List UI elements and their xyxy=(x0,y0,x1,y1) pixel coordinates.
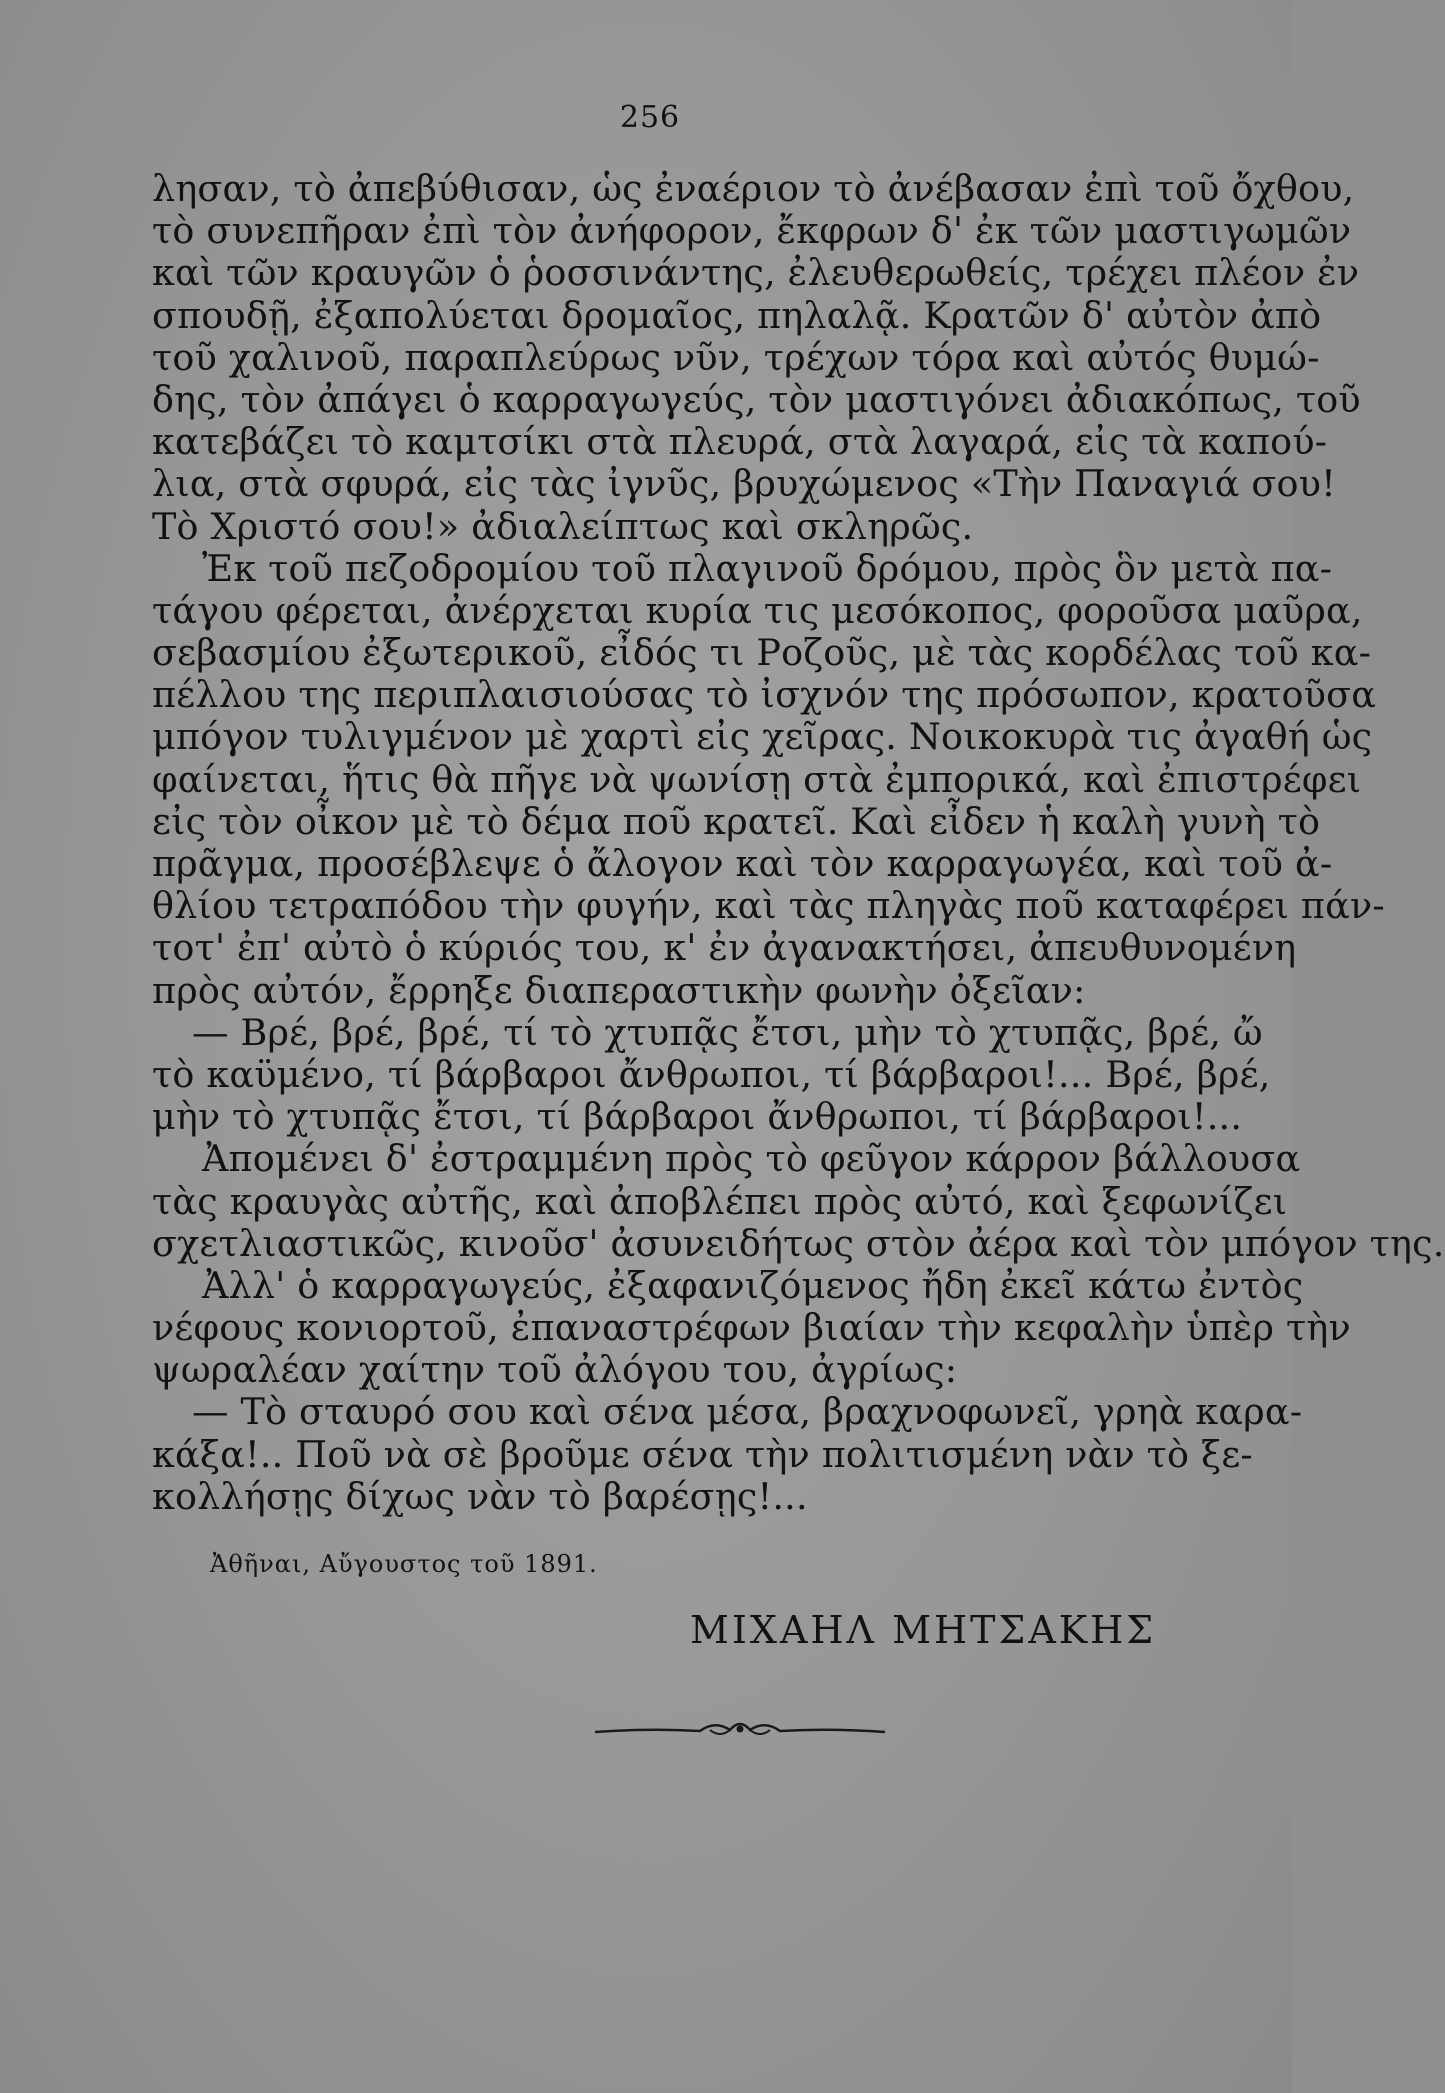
ornament-divider-icon xyxy=(590,1710,890,1750)
text-line: Τὸ Χριστό σου!» ἀδιαλείπτως καὶ σκληρῶς. xyxy=(152,504,974,548)
text-line: ψωραλέαν χαίτην τοῦ ἀλόγου του, ἀγρίως: xyxy=(152,1348,958,1392)
text-line: λησαν, τὸ ἀπεβύθισαν, ὡς ἐναέριον τὸ ἀνέβασαν ἐπὶ τοῦ ὄχθου, xyxy=(152,167,1355,210)
body-text xyxy=(152,167,1445,1518)
text-line: φαίνεται, ἥτις θὰ πῆγε νὰ ψωνίσῃ στὰ ἐμπορικά, καὶ ἐπιστρέφει xyxy=(152,757,1362,801)
text-line: κατεβάζει τὸ καμτσίκι στὰ πλευρά, στὰ λαγαρά, εἰς τὰ καπού- xyxy=(152,420,1328,464)
text-line: πρὸς αὐτόν, ἔρρηξε διαπεραστικὴν φωνὴν ὀξεῖαν: xyxy=(152,968,1086,1012)
text-line: νέφους κονιορτοῦ, ἐπαναστρέφων βιαίαν τὴν κεφαλὴν ὑπὲρ τὴν xyxy=(152,1306,1351,1350)
text-line: σχετλιαστικῶς, κινοῦσ' ἀσυνειδήτως στὸν ἀέρα καὶ τὸν μπόγον της. xyxy=(152,1221,1445,1265)
text-line: σεβασμίου ἐξωτερικοῦ, εἶδός τι Ροζοῦς, μὲ τὰς κορδέλας τοῦ κα- xyxy=(152,631,1372,675)
text-line: λια, στὰ σφυρά, εἰς τὰς ἰγνῦς, βρυχώμενος «Τὴν Παναγιά σου! xyxy=(152,462,1336,506)
text-line: πέλλου της περιπλαισιούσας τὸ ἰσχνόν της πρόσωπον, κρατοῦσα xyxy=(152,673,1377,717)
dateline: Ἀθῆναι, Αὔγουστος τοῦ 1891. xyxy=(210,1550,598,1578)
text-line: τοτ' ἐπ' αὐτὸ ὁ κύριός του, κ' ἐν ἀγανακτήσει, ἀπευθυνομένη xyxy=(152,926,1297,970)
text-line: σπουδῇ, ἐξαπολύεται δρομαῖος, πηλαλᾷ. Κρατῶν δ' αὐτὸν ἀπὸ xyxy=(152,293,1322,337)
text-line: κολλήσῃς δίχως νὰν τὸ βαρέσῃς!... xyxy=(152,1474,808,1518)
text-line: — Βρέ, βρέ, βρέ, τί τὸ χτυπᾷς ἔτσι, μὴν τὸ χτυπᾷς, βρέ, ὤ xyxy=(192,1010,1263,1054)
text-line: δης, τὸν ἀπάγει ὁ καρραγωγεύς, τὸν μαστιγόνει ἀδιακόπως, τοῦ xyxy=(152,377,1361,421)
text-line: τάγου φέρεται, ἀνέρχεται κυρία τις μεσόκοπος, φοροῦσα μαῦρα, xyxy=(152,588,1363,632)
text-line: κάξα!.. Ποῦ νὰ σὲ βροῦμε σένα τὴν πολιτισμένη νὰν τὸ ξε- xyxy=(152,1432,1253,1476)
text-line: μπόγον τυλιγμένον μὲ χαρτὶ εἰς χεῖρας. Νοικοκυρὰ τις ἀγαθή ὡς xyxy=(152,715,1373,759)
text-line: πρᾶγμα, προσέβλεψε ὁ ἄλογον καὶ τὸν καρραγωγέα, καὶ τοῦ ἀ- xyxy=(152,842,1333,885)
text-line: μὴν τὸ χτυπᾷς ἔτσι, τί βάρβαροι ἄνθρωποι, τί βάρβαροι!... xyxy=(152,1095,1243,1139)
text-line: τὸ καϋμένο, τί βάρβαροι ἄνθρωποι, τί βάρβαροι!... Βρέ, βρέ, xyxy=(152,1052,1271,1096)
text-line: Ἀλλ' ὁ καρραγωγεύς, ἐξαφανιζόμενος ἤδη ἐκεῖ κάτω ἐντὸς xyxy=(202,1263,1304,1307)
author-signature: ΜΙΧΑΗΛ ΜΗΤΣΑΚΗΣ xyxy=(690,1608,1157,1652)
page-number: 256 xyxy=(619,100,681,135)
text-line: Ἐκ τοῦ πεζοδρομίου τοῦ πλαγινοῦ δρόμου, πρὸς ὃν μετὰ πα- xyxy=(202,546,1333,590)
text-line: καὶ τῶν κραυγῶν ὁ ῥοσσινάντης, ἐλευθερωθείς, τρέχει πλέον ἐν xyxy=(152,251,1360,295)
text-line: θλίου τετραπόδου τὴν φυγήν, καὶ τὰς πληγὰς ποῦ καταφέρει πάν- xyxy=(152,884,1385,928)
text-line: — Τὸ σταυρό σου καὶ σένα μέσα, βραχνοφωνεῖ, γρηὰ καρα- xyxy=(192,1390,1303,1434)
text-line: τοῦ χαλινοῦ, παραπλεύρως νῦν, τρέχων τόρα καὶ αὐτός θυμώ- xyxy=(152,335,1320,379)
text-line: τὸ συνεπῆραν ἐπὶ τὸν ἀνήφορον, ἔκφρων δ' ἐκ τῶν μαστιγωμῶν xyxy=(152,209,1352,253)
text-line: Ἀπομένει δ' ἐστραμμένη πρὸς τὸ φεῦγον κάρρον βάλλουσα xyxy=(202,1137,1301,1181)
text-line: εἰς τὸν οἶκον μὲ τὸ δέμα ποῦ κρατεῖ. Καὶ εἶδεν ἡ καλὴ γυνὴ τὸ xyxy=(152,799,1321,843)
text-line: τὰς κραυγὰς αὐτῆς, καὶ ἀποβλέπει πρὸς αὐτό, καὶ ξεφωνίζει xyxy=(152,1179,1288,1223)
